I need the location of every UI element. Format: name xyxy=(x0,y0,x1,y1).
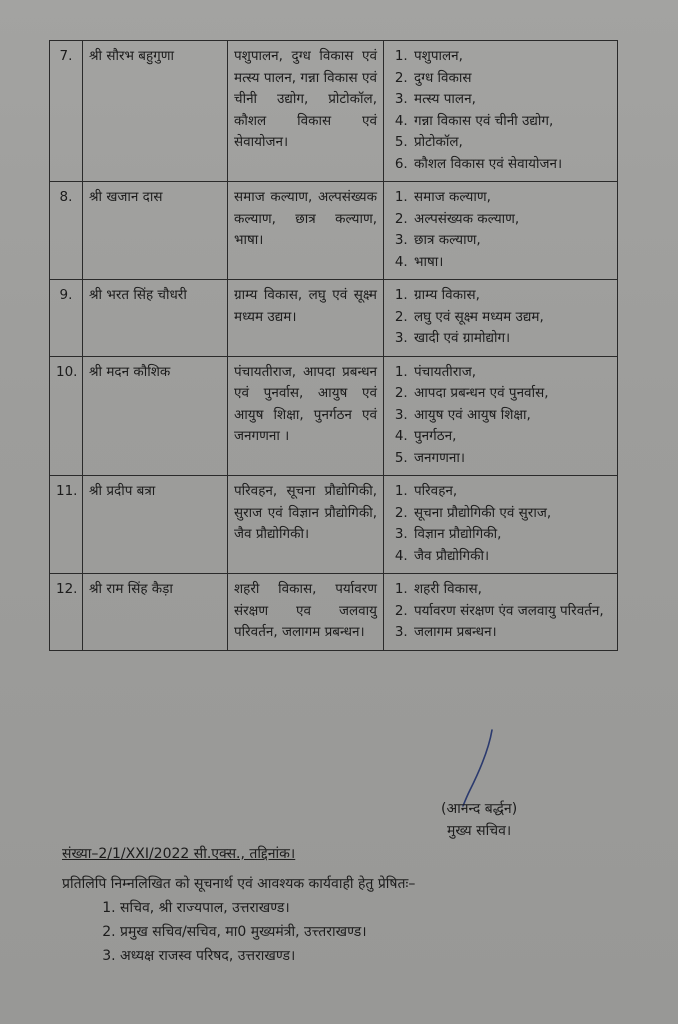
signatory-name: (आनन्द बर्द्धन) xyxy=(441,801,518,817)
copy-forward-text: प्रतिलिपि निम्नलिखित को सूचनार्थ एवं आवश्यक कार्यवाही हेतु प्रेषितः– xyxy=(62,876,416,892)
department-item: 2. पर्यावरण संरक्षण एंव जलवायु परिवर्तन, xyxy=(412,601,611,623)
department-list-cell xyxy=(384,476,618,574)
department-item: 1. पंचायतीराज, xyxy=(412,362,611,384)
department-item: 3. आयुष एवं आयुष शिक्षा, xyxy=(412,405,611,427)
portfolio-text: शहरी विकास, पर्यावरण संरक्षण एव जलवायु परिवर्तन, जलागम प्रबन्धन। xyxy=(228,574,384,651)
minister-name: श्री राम सिंह कैड़ा xyxy=(83,574,228,651)
table-row xyxy=(50,574,618,651)
department-item: 1. समाज कल्याण, xyxy=(412,187,611,209)
portfolio-text: परिवहन, सूचना प्रौद्योगिकी, सुराज एवं विज्ञान प्रौद्योगिकी, जैव प्रौद्योगिकी। xyxy=(228,476,384,574)
department-item: 2. सूचना प्रौद्योगिकी एवं सुराज, xyxy=(412,503,611,525)
department-list xyxy=(390,362,611,470)
department-item: 6. कौशल विकास एवं सेवायोजन। xyxy=(412,154,611,176)
department-item: 4. पुनर्गठन, xyxy=(412,426,611,448)
department-item: 3. जलागम प्रबन्धन। xyxy=(412,622,611,644)
row-number: 9. xyxy=(50,280,83,357)
table-row xyxy=(50,356,618,476)
minister-name: श्री भरत सिंह चौधरी xyxy=(83,280,228,357)
department-item: 3. मत्स्य पालन, xyxy=(412,89,611,111)
portfolio-text: पशुपालन, दुग्ध विकास एवं मत्स्य पालन, गन्ना विकास एवं चीनी उद्योग, प्रोटोकॉल, कौशल विकास एवं सेवायोजन। xyxy=(228,41,384,182)
department-list-cell xyxy=(384,41,618,182)
portfolio-text: ग्राम्य विकास, लघु एवं सूक्ष्म मध्यम उद्यम। xyxy=(228,280,384,357)
minister-name: श्री सौरभ बहुगुणा xyxy=(83,41,228,182)
department-item: 5. जनगणना। xyxy=(412,448,611,470)
recipients-list xyxy=(98,896,367,968)
recipient-item: 2. प्रमुख सचिव/सचिव, मा0 मुख्यमंत्री, उत्त्तराखण्ड। xyxy=(120,920,367,944)
minister-name: श्री प्रदीप बत्रा xyxy=(83,476,228,574)
row-number: 8. xyxy=(50,182,83,280)
row-number: 12. xyxy=(50,574,83,651)
row-number: 11. xyxy=(50,476,83,574)
table-row xyxy=(50,41,618,182)
portfolio-text: पंचायतीराज, आपदा प्रबन्धन एवं पुनर्वास, आयुष एवं आयुष शिक्षा, पुनर्गठन एवं जनगणना । xyxy=(228,356,384,476)
ministers-portfolio-table xyxy=(49,40,618,651)
department-list-cell xyxy=(384,182,618,280)
minister-name: श्री मदन कौशिक xyxy=(83,356,228,476)
department-list-cell xyxy=(384,280,618,357)
department-list-cell xyxy=(384,356,618,476)
department-item: 3. विज्ञान प्रौद्योगिकी, xyxy=(412,524,611,546)
department-item: 4. भाषा। xyxy=(412,252,611,274)
row-number: 10. xyxy=(50,356,83,476)
recipient-item: 3. अध्यक्ष राजस्व परिषद, उत्तराखण्ड। xyxy=(120,944,367,968)
recipient-item: 1. सचिव, श्री राज्यपाल, उत्तराखण्ड। xyxy=(120,896,367,920)
department-list xyxy=(390,285,611,350)
table-row xyxy=(50,280,618,357)
department-item: 5. प्रोटोकॉल, xyxy=(412,132,611,154)
table-row xyxy=(50,182,618,280)
signature-block xyxy=(441,798,517,842)
department-item: 2. दुग्ध विकास xyxy=(412,68,611,90)
department-item: 2. अल्पसंख्यक कल्याण, xyxy=(412,209,611,231)
department-item: 3. छात्र कल्याण, xyxy=(412,230,611,252)
reference-number: संख्या–2/1/XXI/2022 सी.एक्स., तद्दिनांक। xyxy=(62,846,296,862)
department-item: 4. गन्ना विकास एवं चीनी उद्योग, xyxy=(412,111,611,133)
department-list-cell xyxy=(384,574,618,651)
department-list xyxy=(390,46,611,175)
table-body xyxy=(50,41,618,651)
minister-name: श्री खजान दास xyxy=(83,182,228,280)
department-item: 4. जैव प्रौद्योगिकी। xyxy=(412,546,611,568)
department-item: 1. परिवहन, xyxy=(412,481,611,503)
department-item: 3. खादी एवं ग्रामोद्योग। xyxy=(412,328,611,350)
row-number: 7. xyxy=(50,41,83,182)
department-item: 2. लघु एवं सूक्ष्म मध्यम उद्यम, xyxy=(412,307,611,329)
department-list xyxy=(390,481,611,567)
department-list xyxy=(390,187,611,273)
department-list xyxy=(390,579,611,644)
department-item: 2. आपदा प्रबन्धन एवं पुनर्वास, xyxy=(412,383,611,405)
signatory-designation: मुख्य सचिव। xyxy=(446,823,512,839)
department-item: 1. शहरी विकास, xyxy=(412,579,611,601)
department-item: 1. पशुपालन, xyxy=(412,46,611,68)
signature-stroke-icon xyxy=(462,728,502,808)
table-row xyxy=(50,476,618,574)
portfolio-text: समाज कल्याण, अल्पसंख्यक कल्याण, छात्र कल्याण, भाषा। xyxy=(228,182,384,280)
department-item: 1. ग्राम्य विकास, xyxy=(412,285,611,307)
